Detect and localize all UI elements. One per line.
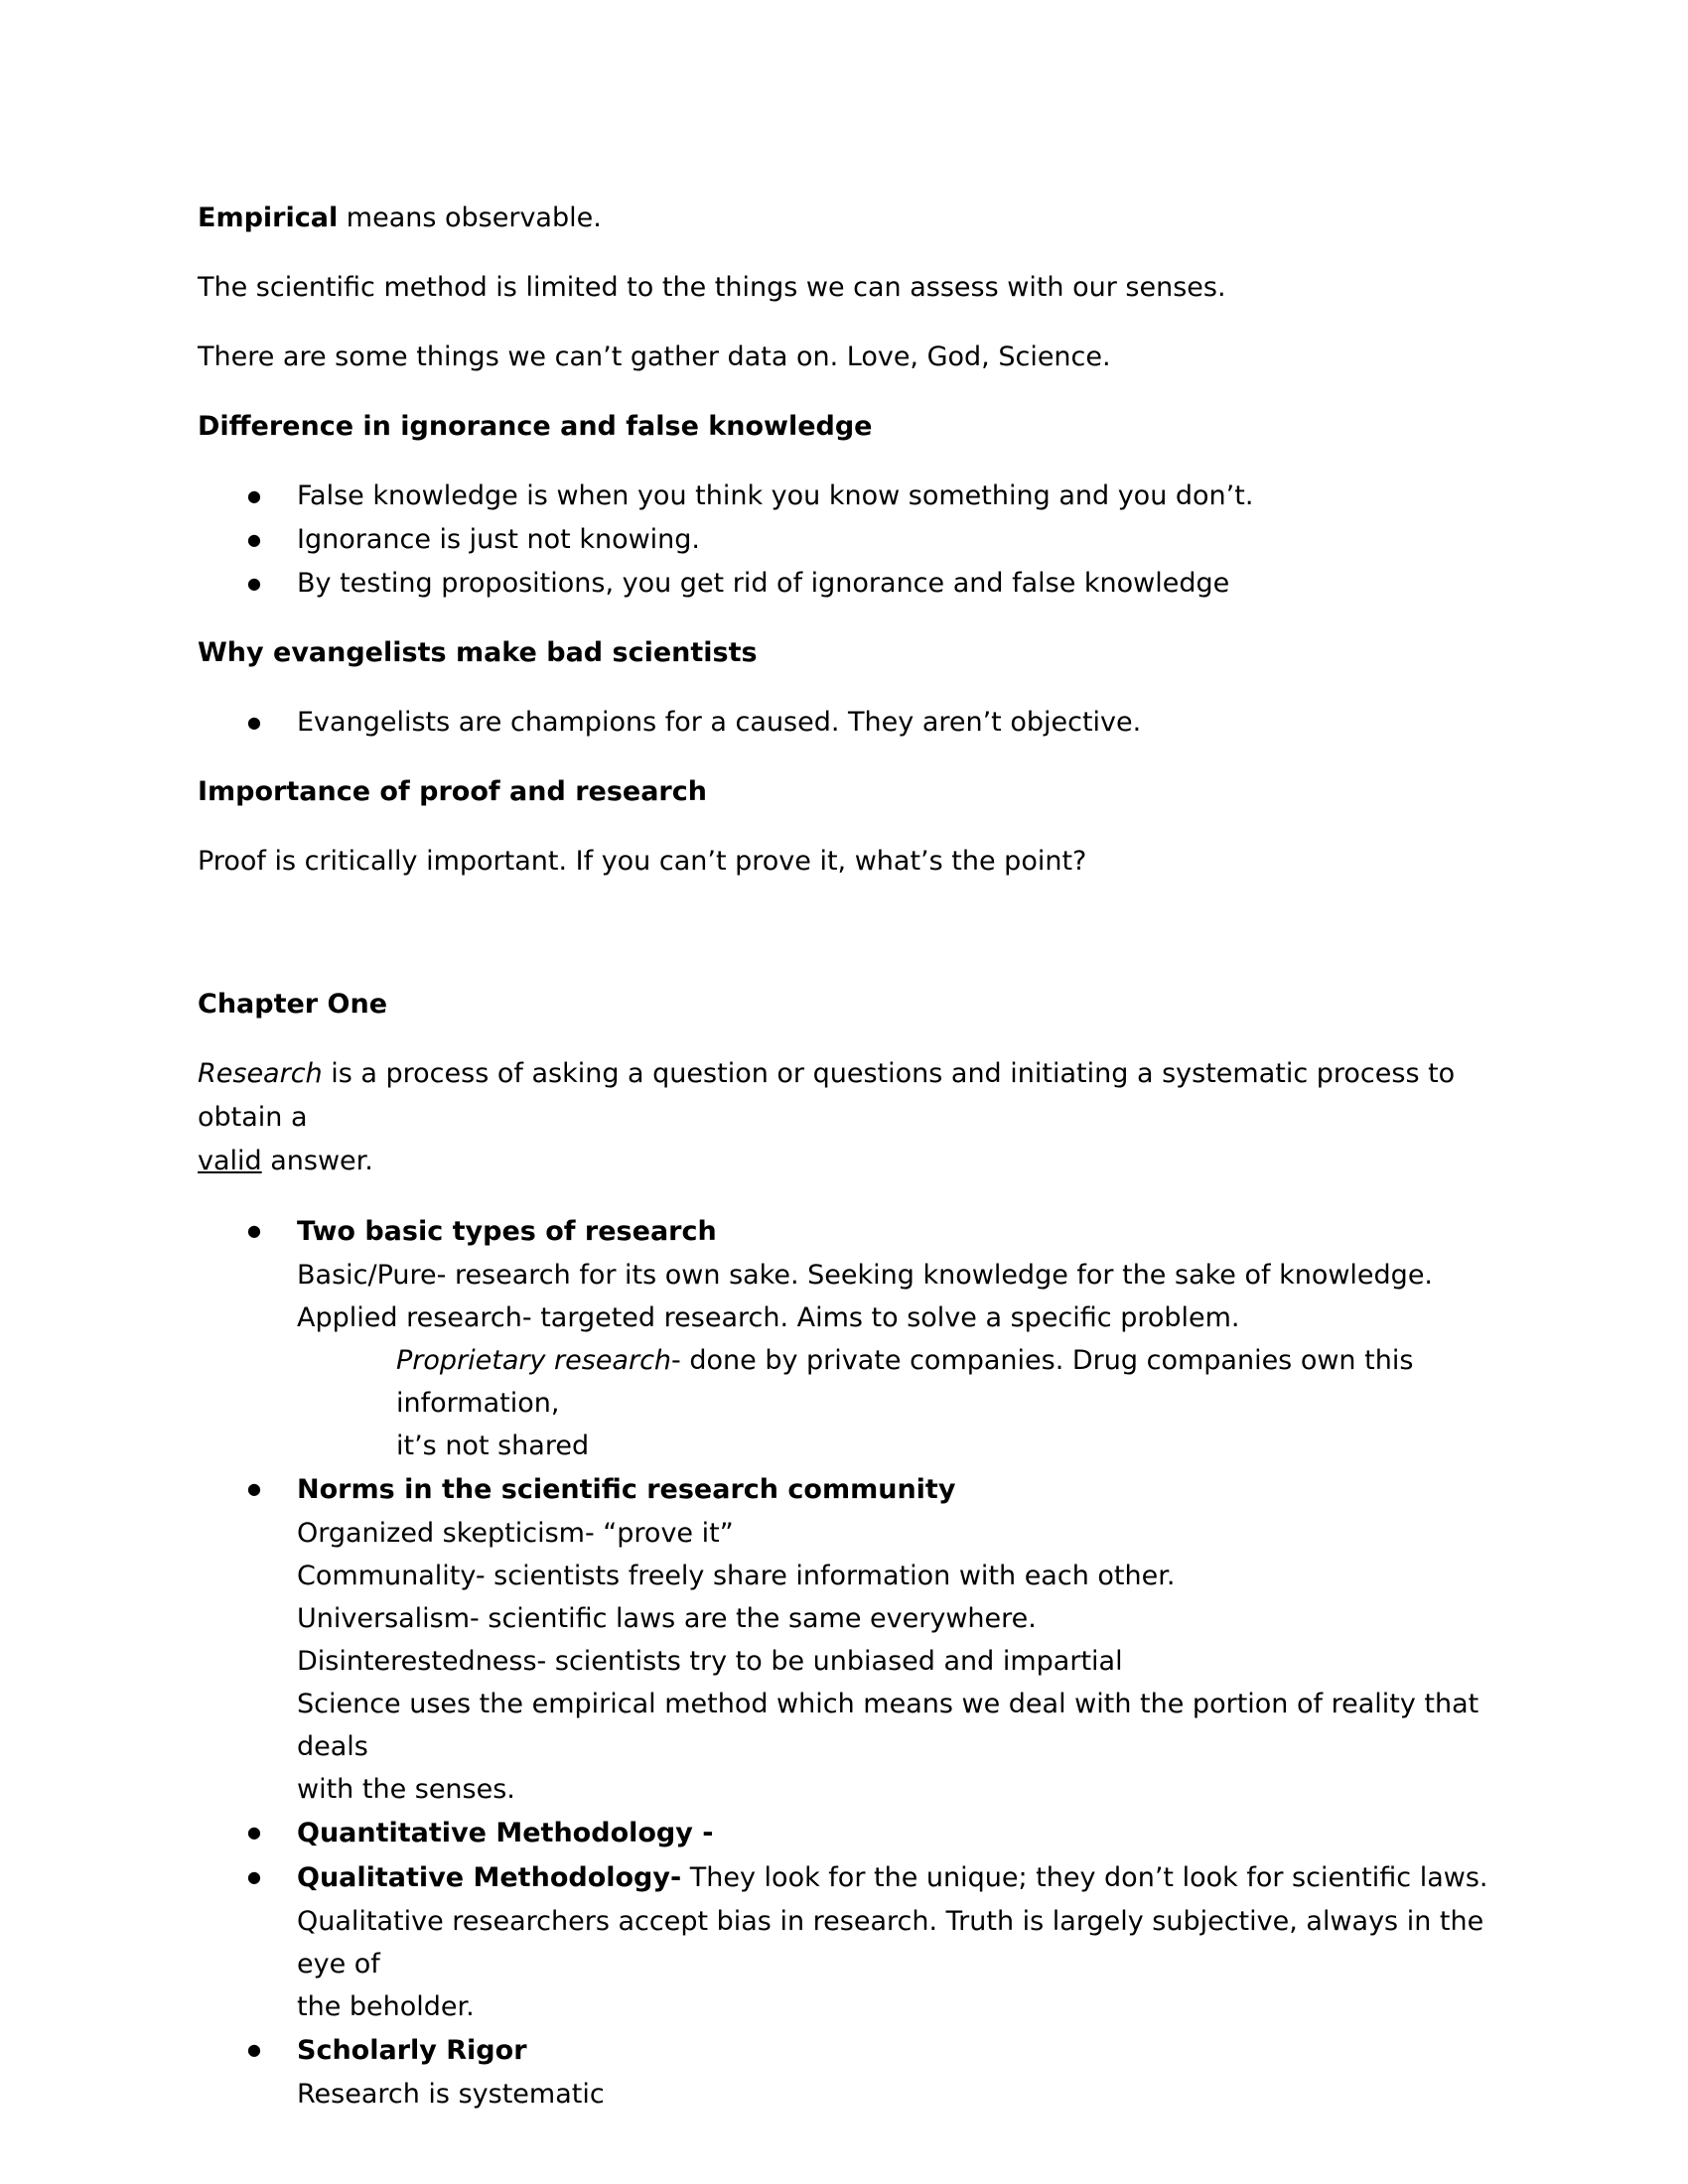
spacer (198, 909, 1488, 983)
norm-line: Disinterestedness- scientists try to be unbiased and impartial (297, 1646, 1123, 1677)
section-heading-evangelists: Why evangelists make bad scientists (198, 637, 758, 668)
proprietary-research-line-2: it’s not shared (396, 1431, 590, 1461)
list-item-research-types (198, 1209, 1488, 1467)
evangelists-bullet-list (198, 701, 1488, 745)
research-term: Research (198, 1058, 323, 1089)
research-def-end: answer. (261, 1146, 373, 1176)
valid-term: valid (198, 1146, 262, 1176)
document-page (198, 197, 1488, 2141)
chapter-bullet-list (198, 1209, 1488, 2116)
list-item: ● False knowledge is when you think you know something and you don’t. (198, 475, 1488, 518)
basic-research-line: Basic/Pure- research for its own sake. Seeking knowledge for the sake of knowledge. (297, 1260, 1434, 1291)
rigor-line: Research is systematic (297, 2079, 605, 2110)
norm-line: Organized skepticism- “prove it” (297, 1518, 734, 1549)
section-heading-proof: Importance of proof and research (198, 776, 707, 807)
qualitative-line-3: the beholder. (297, 1991, 475, 2022)
norms-title: ● Norms in the scientific research community (297, 1474, 956, 1505)
qualitative-rest: They look for the unique; they don’t look for scientific laws. (681, 1862, 1488, 1893)
no-data-line: There are some things we can’t gather data on. Love, God, Science. (198, 341, 1111, 372)
qualitative-title: Qualitative Methodology- (297, 1862, 682, 1893)
empirical-term: Empirical (198, 203, 339, 233)
scientific-method-line: The scientific method is limited to the things we can assess with our senses. (198, 272, 1226, 303)
list-item-quantitative (198, 1811, 1488, 1855)
proprietary-term: Proprietary research (396, 1345, 672, 1376)
norm-line: Communality- scientists freely share information with each other. (297, 1561, 1176, 1591)
applied-research-line: Applied research- targeted research. Aims to solve a specific problem. (297, 1302, 1240, 1333)
proprietary-research-line (297, 1339, 1488, 1425)
norm-line: Universalism- scientific laws are the same everywhere. (297, 1603, 1037, 1634)
list-item-rigor (198, 2028, 1488, 2116)
section-heading-ignorance: Difference in ignorance and false knowledge (198, 411, 873, 442)
ignorance-bullet-list (198, 475, 1488, 606)
research-def-text: is a process of asking a question or questions and initiating a systematic process to obtain a (198, 1058, 1456, 1133)
chapter-heading: Chapter One (198, 989, 388, 1020)
norm-line: with the senses. (297, 1774, 515, 1805)
quantitative-title: ● Quantitative Methodology - (297, 1818, 714, 1848)
qualitative-line-2: Qualitative researchers accept bias in research. Truth is largely subjective, always in the eye of (297, 1906, 1484, 1979)
empirical-rest: means observable. (338, 203, 602, 233)
qualitative-line (297, 1855, 1488, 1900)
proof-text: Proof is critically important. If you can’t prove it, what’s the point? (198, 846, 1087, 877)
list-item-norms (198, 1467, 1488, 1811)
research-types-title: ● Two basic types of research (297, 1216, 717, 1247)
empirical-definition (198, 197, 1488, 240)
list-item: ● Ignorance is just not knowing. (198, 518, 1488, 562)
proprietary-rest: - done by private companies. Drug companies own this information, (396, 1345, 1414, 1419)
list-item: ● Evangelists are champions for a caused. They aren’t objective. (198, 701, 1488, 745)
norm-line: Science uses the empirical method which means we deal with the portion of reality that deals (297, 1689, 1479, 1762)
list-item: ● By testing propositions, you get rid of ignorance and false knowledge (198, 562, 1488, 606)
list-item-qualitative (198, 1855, 1488, 2028)
research-definition (198, 1052, 1488, 1183)
rigor-title: ● Scholarly Rigor (297, 2035, 527, 2066)
